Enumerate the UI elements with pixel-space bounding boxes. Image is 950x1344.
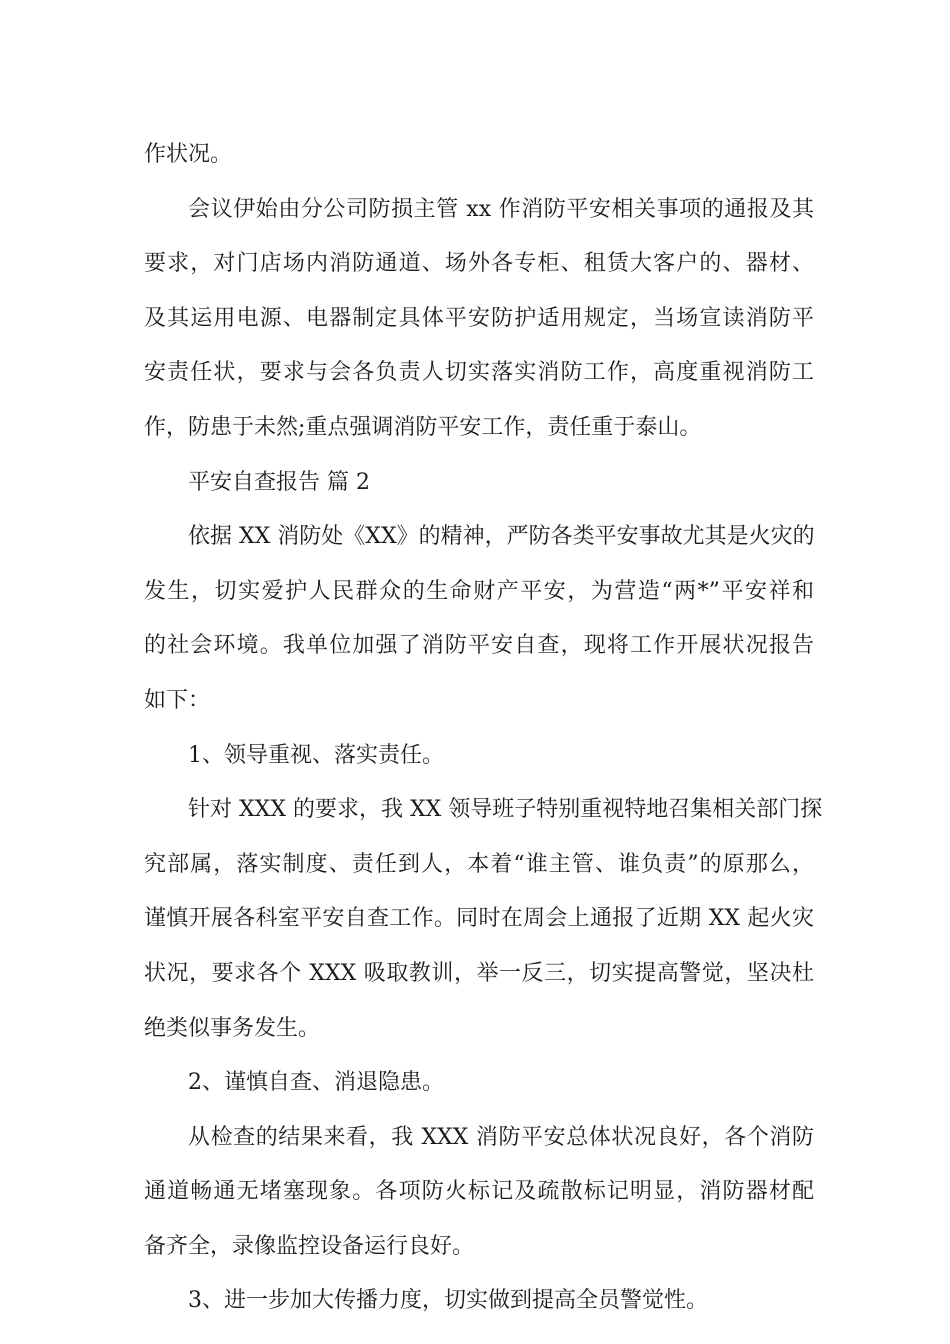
text-line: 绝类似事务发生。 bbox=[144, 1015, 321, 1041]
text-line: 依据 XX 消防处《XX》的精神，严防各类平安事故尤其是火灾的 bbox=[188, 524, 815, 550]
text-line: 通道畅通无堵塞现象。各项防火标记及疏散标记明显，消防器材配 bbox=[144, 1179, 814, 1205]
text-line: 平安自查报告 篇 2 bbox=[188, 469, 370, 495]
text-line: 要求，对门店场内消防通道、场外各专柜、租赁大客户的、器材、 bbox=[144, 251, 814, 277]
text-line: 状况，要求各个 XXX 吸取教训，举一反三，切实提高警觉，坚决杜 bbox=[144, 960, 814, 986]
text-line: 针对 XXX 的要求，我 XX 领导班子特别重视特地召集相关部门探 bbox=[188, 797, 823, 823]
document-body bbox=[144, 128, 823, 1329]
text-line: 及其运用电源、电器制定具体平安防护适用规定，当场宣读消防平 bbox=[144, 305, 814, 331]
text-line: 谨慎开展各科室平安自查工作。同时在周会上通报了近期 XX 起火灾 bbox=[144, 906, 814, 932]
text-line: 究部属，落实制度、责任到人，本着“谁主管、谁负责”的原那么， bbox=[144, 851, 814, 877]
text-line: 1、领导重视、落实责任。 bbox=[188, 742, 444, 768]
text-line: 的社会环境。我单位加强了消防平安自查，现将工作开展状况报告 bbox=[144, 633, 814, 659]
text-line: 2、谨慎自查、消退隐患。 bbox=[188, 1070, 444, 1096]
text-line: 发生，切实爱护人民群众的生命财产平安，为营造“两*”平安祥和 bbox=[144, 578, 814, 604]
text-line: 会议伊始由分公司防损主管 xx 作消防平安相关事项的通报及其 bbox=[188, 196, 814, 222]
text-line: 备齐全，录像监控设备运行良好。 bbox=[144, 1233, 475, 1259]
text-line: 作状况。 bbox=[144, 142, 233, 167]
text-line: 如下： bbox=[144, 687, 211, 713]
text-line: 安责任状，要求与会各负责人切实落实消防工作，高度重视消防工 bbox=[144, 360, 814, 386]
text-line: 作，防患于未然;重点强调消防平安工作，责任重于泰山。 bbox=[144, 414, 702, 440]
text-line: 3、进一步加大传播力度，切实做到提高全员警觉性。 bbox=[188, 1288, 708, 1314]
text-line: 从检查的结果来看，我 XXX 消防平安总体状况良好，各个消防 bbox=[188, 1124, 814, 1150]
